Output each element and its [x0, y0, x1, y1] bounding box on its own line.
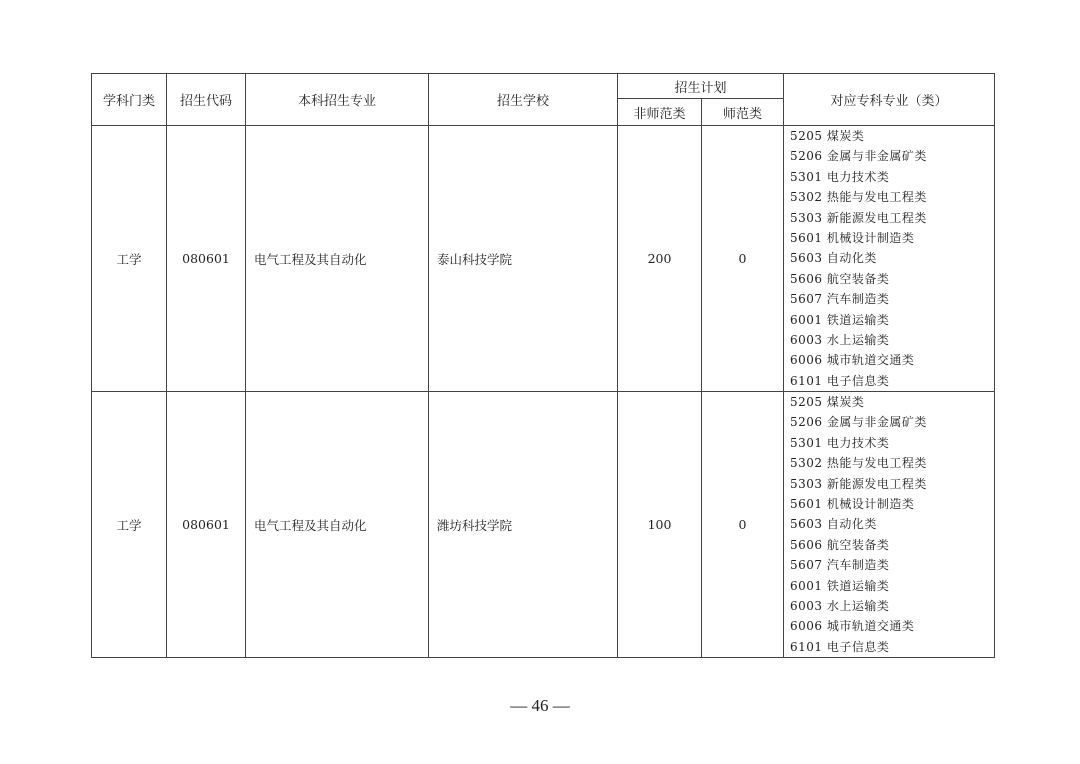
cell-teacher: 0 — [702, 392, 784, 658]
related-major-item: 5301 电力技术类 — [790, 435, 890, 450]
cell-non-teacher: 200 — [618, 126, 702, 392]
header-teacher: 师范类 — [702, 99, 784, 126]
related-major-item: 6001 铁道运输类 — [790, 578, 890, 593]
related-major-item: 5601 机械设计制造类 — [790, 497, 915, 512]
header-major: 本科招生专业 — [246, 74, 429, 126]
header-non-teacher: 非师范类 — [618, 99, 702, 126]
cell-non-teacher: 100 — [618, 392, 702, 658]
cell-discipline: 工学 — [92, 126, 167, 392]
cell-related-majors — [784, 126, 995, 392]
cell-school: 泰山科技学院 — [429, 126, 618, 392]
header-discipline: 学科门类 — [92, 74, 167, 126]
related-major-item: 5205 煤炭类 — [790, 129, 865, 143]
related-major-item: 6001 铁道运输类 — [790, 312, 890, 327]
related-major-item: 5607 汽车制造类 — [790, 558, 890, 573]
cell-discipline: 工学 — [92, 392, 167, 658]
related-major-item: 6006 城市轨道交通类 — [790, 619, 915, 634]
table-row — [92, 126, 995, 392]
cell-code: 080601 — [167, 126, 246, 392]
enrollment-table — [91, 73, 995, 658]
related-major-item: 5302 热能与发电工程类 — [790, 456, 927, 471]
related-major-item: 5301 电力技术类 — [790, 169, 890, 184]
related-major-item: 5601 机械设计制造类 — [790, 230, 915, 245]
page-number: — 46 — — [510, 696, 570, 715]
header-code: 招生代码 — [167, 74, 246, 126]
related-major-item: 6101 电子信息类 — [790, 639, 890, 654]
related-major-item: 5302 热能与发电工程类 — [790, 190, 927, 205]
related-major-item: 6101 电子信息类 — [790, 373, 890, 388]
related-major-item: 5603 自动化类 — [790, 251, 877, 266]
cell-teacher: 0 — [702, 126, 784, 392]
cell-school: 潍坊科技学院 — [429, 392, 618, 658]
related-major-item: 5206 金属与非金属矿类 — [790, 415, 927, 430]
related-major-item: 5206 金属与非金属矿类 — [790, 149, 927, 164]
cell-major: 电气工程及其自动化 — [246, 392, 429, 658]
header-school: 招生学校 — [429, 74, 618, 126]
related-major-item: 5606 航空装备类 — [790, 271, 890, 286]
related-major-item: 6006 城市轨道交通类 — [790, 353, 915, 368]
related-major-item: 5606 航空装备类 — [790, 537, 890, 552]
header-plan: 招生计划 — [618, 74, 784, 99]
related-major-item: 5303 新能源发电工程类 — [790, 476, 927, 491]
related-major-item: 5603 自动化类 — [790, 517, 877, 532]
table-row — [92, 392, 995, 658]
related-major-item: 5205 煤炭类 — [790, 395, 865, 410]
header-related: 对应专科专业（类） — [784, 74, 995, 126]
related-major-item: 6003 水上运输类 — [790, 332, 890, 347]
cell-code: 080601 — [167, 392, 246, 658]
cell-major: 电气工程及其自动化 — [246, 126, 429, 392]
cell-related-majors — [784, 392, 995, 658]
related-major-item: 5303 新能源发电工程类 — [790, 210, 927, 225]
related-major-item: 5607 汽车制造类 — [790, 292, 890, 307]
related-major-item: 6003 水上运输类 — [790, 598, 890, 613]
